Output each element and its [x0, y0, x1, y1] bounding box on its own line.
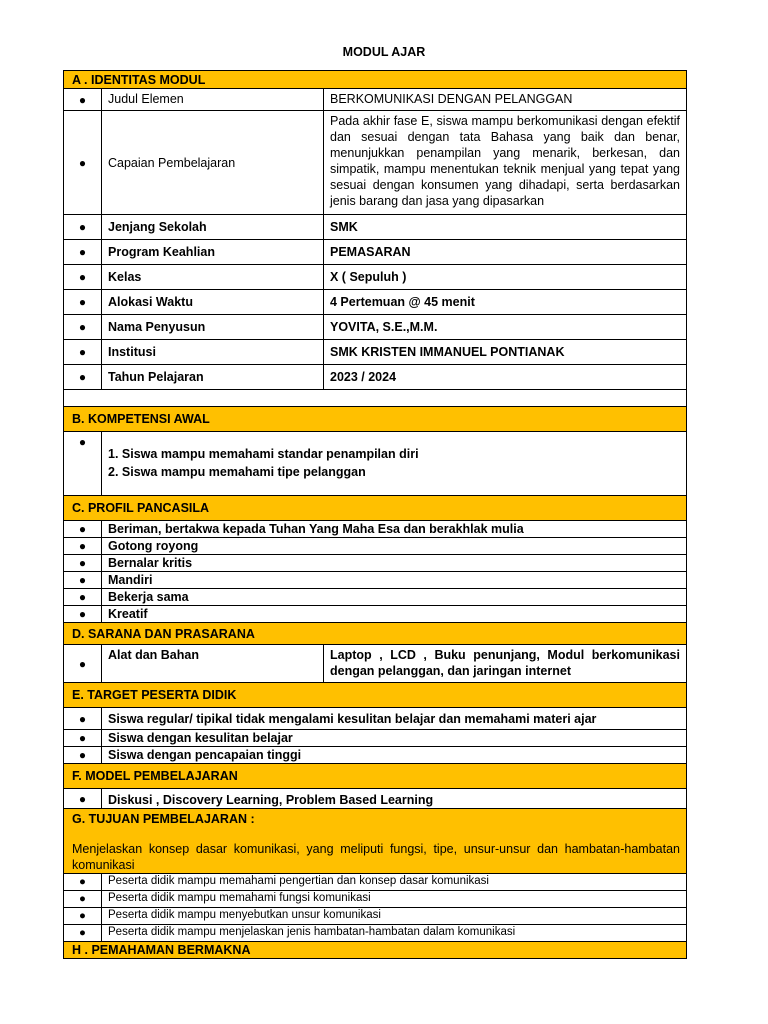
row-value-alokasi: 4 Pertemuan @ 45 menit	[324, 290, 687, 315]
list-number: 2.	[108, 465, 119, 479]
spacer-row	[64, 390, 687, 407]
bullet: ●	[64, 645, 102, 683]
row-label-alokasi: Alokasi Waktu	[102, 290, 324, 315]
list-item: Kreatif	[102, 606, 687, 623]
bullet: ●	[64, 111, 102, 215]
row-label-kelas: Kelas	[102, 265, 324, 290]
bullet: ●	[64, 365, 102, 390]
bullet: ●	[64, 538, 102, 555]
row-value-judul-elemen: BERKOMUNIKASI DENGAN PELANGGAN	[324, 89, 687, 111]
section-h-header: H . PEMAHAMAN BERMAKNA	[64, 942, 687, 959]
document-title: MODUL AJAR	[342, 45, 426, 59]
bullet: ●	[64, 240, 102, 265]
bullet: ●	[64, 789, 102, 809]
row-label-alat-bahan: Alat dan Bahan	[102, 645, 324, 683]
bullet: ●	[64, 708, 102, 730]
bullet: ●	[64, 555, 102, 572]
row-value-tahun: 2023 / 2024	[324, 365, 687, 390]
row-value-jenjang: SMK	[324, 215, 687, 240]
list-item	[108, 463, 680, 481]
list-text: Siswa mampu memahami tipe pelanggan	[121, 465, 366, 479]
row-value-penyusun: YOVITA, S.E.,M.M.	[324, 315, 687, 340]
list-item: Peserta didik mampu memahami fungsi komunikasi	[102, 891, 687, 908]
row-label-capaian: Capaian Pembelajaran	[102, 111, 324, 215]
list-item: Siswa dengan kesulitan belajar	[102, 730, 687, 747]
bullet: ●	[64, 925, 102, 942]
bullet: ●	[64, 89, 102, 111]
bullet: ●	[64, 747, 102, 764]
list-item: Bernalar kritis	[102, 555, 687, 572]
bullet: ●	[64, 315, 102, 340]
list-item: Siswa regular/ tipikal tidak mengalami kesulitan belajar dan memahami materi ajar	[102, 708, 687, 730]
bullet: ●	[64, 572, 102, 589]
list-item: Bekerja sama	[102, 589, 687, 606]
row-label-penyusun: Nama Penyusun	[102, 315, 324, 340]
row-label-jenjang: Jenjang Sekolah	[102, 215, 324, 240]
list-item: Siswa dengan pencapaian tinggi	[102, 747, 687, 764]
bullet: ●	[64, 521, 102, 538]
section-g-header-block	[64, 809, 687, 874]
row-value-institusi: SMK KRISTEN IMMANUEL PONTIANAK	[324, 340, 687, 365]
section-f-header: F. MODEL PEMBELAJARAN	[64, 764, 687, 789]
section-b-header: B. KOMPETENSI AWAL	[64, 407, 687, 432]
list-item: Peserta didik mampu menjelaskan jenis hambatan-hambatan dalam komunikasi	[102, 925, 687, 942]
list-number: 1.	[108, 447, 119, 461]
list-item: Gotong royong	[102, 538, 687, 555]
section-c-header: C. PROFIL PANCASILA	[64, 496, 687, 521]
bullet: ●	[64, 215, 102, 240]
section-a-header: A . IDENTITAS MODUL	[64, 71, 687, 89]
modul-ajar-table	[63, 70, 687, 959]
section-b-list	[102, 432, 687, 496]
row-value-program: PEMASARAN	[324, 240, 687, 265]
section-g-intro: Menjelaskan konsep dasar komunikasi, yang meliputi fungsi, tipe, unsur-unsur dan hambatan-hambatan komunikasi	[72, 842, 680, 872]
section-g-header: G. TUJUAN PEMBELAJARAN :	[72, 812, 255, 826]
list-item: Diskusi , Discovery Learning, Problem Based Learning	[102, 789, 687, 809]
bullet: ●	[64, 340, 102, 365]
bullet: ●	[64, 606, 102, 623]
list-item	[108, 445, 680, 463]
list-item: Peserta didik mampu menyebutkan unsur komunikasi	[102, 908, 687, 925]
bullet: ●	[64, 290, 102, 315]
bullet: ●	[64, 730, 102, 747]
row-label-institusi: Institusi	[102, 340, 324, 365]
list-item: Beriman, bertakwa kepada Tuhan Yang Maha Esa dan berakhlak mulia	[102, 521, 687, 538]
row-value-alat-bahan: Laptop , LCD , Buku penunjang, Modul berkomunikasi dengan pelanggan, dan jaringan internet	[324, 645, 687, 683]
row-label-judul-elemen: Judul Elemen	[102, 89, 324, 111]
list-text: Siswa mampu memahami standar penampilan diri	[121, 447, 419, 461]
row-label-program: Program Keahlian	[102, 240, 324, 265]
bullet: ●	[64, 908, 102, 925]
section-d-header: D. SARANA DAN PRASARANA	[64, 623, 687, 645]
row-value-kelas: X ( Sepuluh )	[324, 265, 687, 290]
bullet: ●	[64, 874, 102, 891]
row-label-tahun: Tahun Pelajaran	[102, 365, 324, 390]
list-item: Peserta didik mampu memahami pengertian dan konsep dasar komunikasi	[102, 874, 687, 891]
section-e-header: E. TARGET PESERTA DIDIK	[64, 683, 687, 708]
row-value-capaian: Pada akhir fase E, siswa mampu berkomunikasi dengan efektif dan sesuai dengan tata Bahasa yang baik dan benar, menunjukkan penampilan yang menarik, berkesan, dan simpatik, mampu menentukan teknik menjual yang tepat yang sesuai dengan konsumen yang dihadapi, serta berdasarkan jenis barang dan jasa yang dipasarkan	[324, 111, 687, 215]
bullet: ●	[64, 589, 102, 606]
list-item: Mandiri	[102, 572, 687, 589]
bullet: ●	[64, 265, 102, 290]
bullet: ●	[64, 432, 102, 496]
bullet: ●	[64, 891, 102, 908]
